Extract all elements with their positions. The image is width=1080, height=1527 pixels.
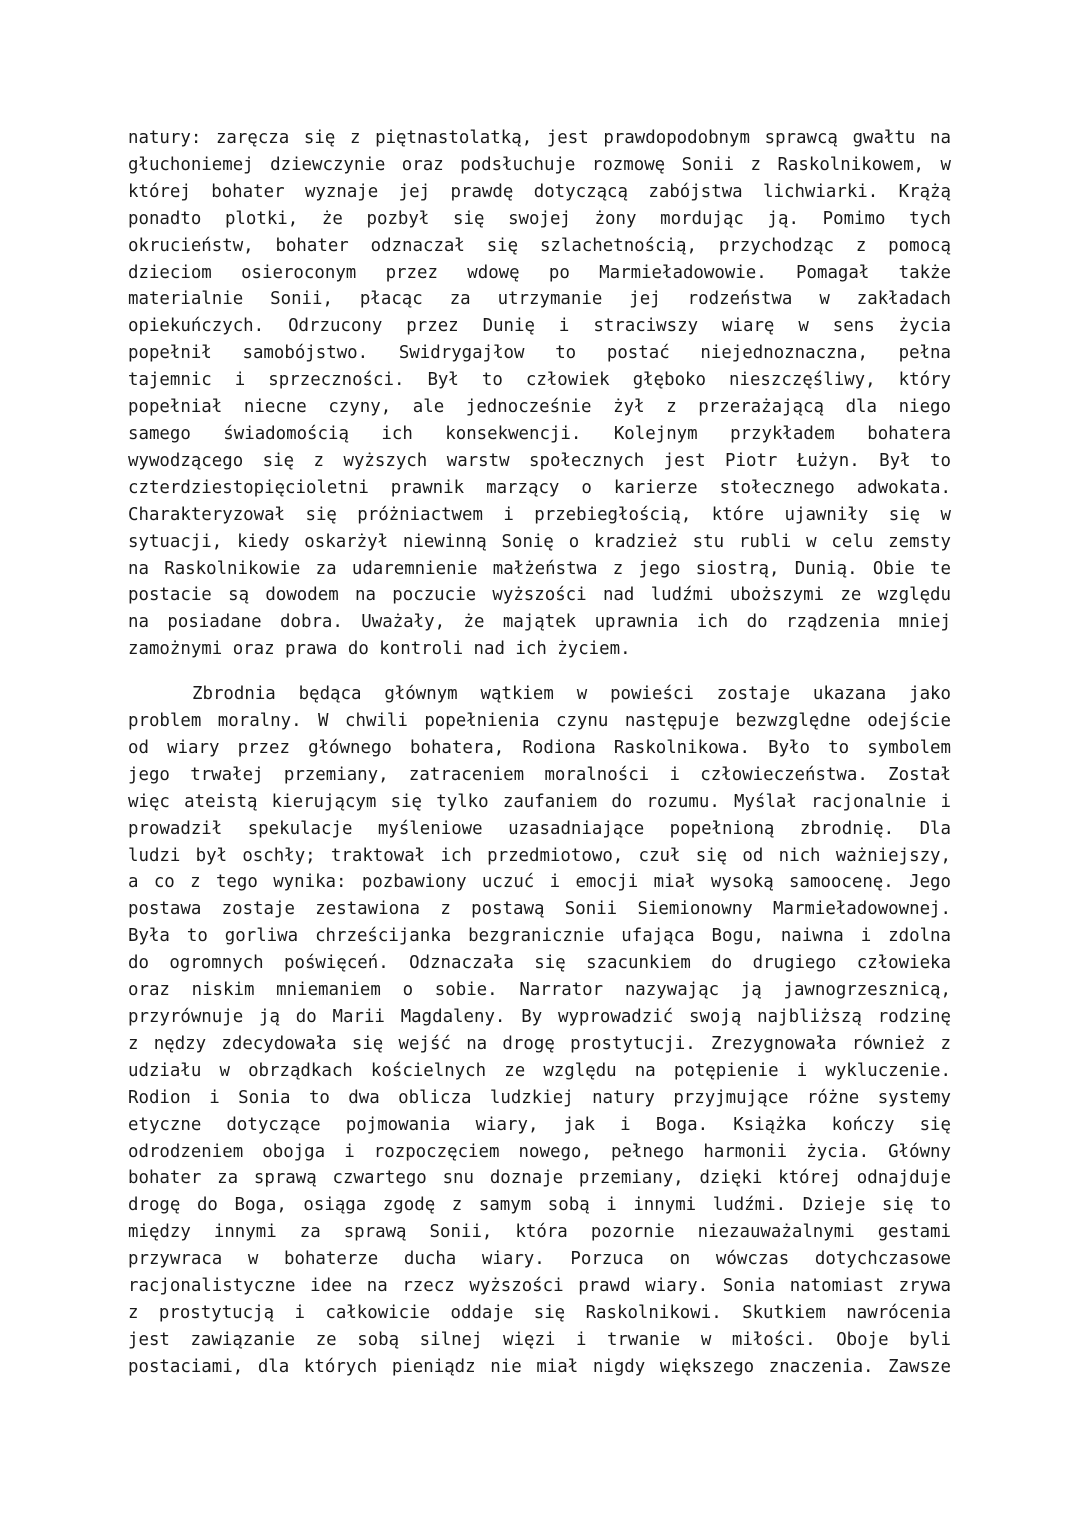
text-line: więc ateistą kierującym się tylko zaufaniem do rozumu. Myślał racjonalnie i [128, 791, 951, 812]
text-line: samego świadomością ich konsekwencji. Kolejnym przykładem bohatera [128, 423, 951, 444]
text-line: sytuacji, kiedy oskarżył niewinną Sonię o kradzież stu rubli w celu zemsty [128, 531, 951, 552]
text-line: głuchoniemej dziewczynie oraz podsłuchuje rozmowę Sonii z Raskolnikowem, w [128, 154, 951, 175]
text-line: przyrównuje ją do Marii Magdaleny. By wyprowadzić swoją najbliższą rodzinę [128, 1007, 951, 1027]
text-line: postaciami, dla których pieniądz nie miał nigdy większego znaczenia. Zawsze [128, 1356, 951, 1377]
text-line: ponadto plotki, że pozbył się swojej żony mordując ją. Pomimo tych [128, 208, 951, 229]
text-line: jest zawiązanie ze sobą silnej więzi i trwanie w miłości. Oboje byli [128, 1329, 951, 1350]
text-line: wywodzącego się z wyższych warstw społecznych jest Piotr Łużyn. Był to [128, 450, 951, 471]
text-line: na Raskolnikowie za udaremnienie małżeństwa z jego siostrą, Dunią. Obie te [128, 558, 951, 579]
text-line: czterdziestopięcioletni prawnik marzący o karierze stołecznego adwokata. [128, 477, 951, 498]
text-line: etyczne dotyczące pojmowania wiary, jak i Boga. Książka kończy się [128, 1114, 951, 1135]
text-line: postawa zostaje zestawiona z postawą Sonii Siemionowny Marmieładowownej. [128, 899, 951, 920]
text-line: do ogromnych poświęceń. Odznaczała się szacunkiem do drugiego człowieka [128, 953, 951, 974]
text-line: z nędzy zdecydowała się wejść na drogę prostytucji. Zrezygnowała również z [128, 1033, 951, 1054]
text-line: materialnie Sonii, płacąc za utrzymanie jej rodzeństwa w zakładach [128, 289, 951, 310]
text-line: przywraca w bohaterze ducha wiary. Porzuca on wówczas dotychczasowe [128, 1249, 951, 1270]
text-line: opiekuńczych. Odrzucony przez Dunię i straciwszy wiarę w sens życia [128, 316, 951, 337]
text-line: zamożnymi oraz prawa do kontroli nad ich życiem. [128, 639, 631, 660]
paragraph-1 [128, 125, 951, 663]
text-line: między innymi za sprawą Sonii, która pozornie niezauważalnymi gestami [128, 1222, 951, 1243]
document-page [128, 125, 951, 1381]
text-line: popełnił samobójstwo. Swidrygajłow to postać niejednoznaczna, pełna [128, 343, 951, 364]
text-line: prowadził spekulacje myśleniowe uzasadniające popełnioną zbrodnię. Dla [128, 818, 951, 839]
text-line: Była to gorliwa chrześcijanka bezgranicznie ufająca Bogu, naiwna i zdolna [128, 926, 951, 947]
text-line: tajemnic i sprzeczności. Był to człowiek głęboko nieszczęśliwy, który [128, 370, 951, 391]
text-line: popełniał niecne czyny, ale jednocześnie żył z przerażającą dla niego [128, 397, 951, 418]
text-line: odrodzeniem obojga i rozpoczęciem nowego, pełnego harmonii życia. Główny [128, 1141, 951, 1162]
text-line: z prostytucją i całkowicie oddaje się Raskolnikowi. Skutkiem nawrócenia [128, 1302, 951, 1323]
text-line: a co z tego wynika: pozbawiony uczuć i emocji miał wysoką samoocenę. Jego [128, 872, 951, 893]
text-line: udziału w obrządkach kościelnych ze względu na potępienie i wykluczenie. [128, 1060, 951, 1081]
text-line: od wiary przez głównego bohatera, Rodiona Raskolnikowa. Było to symbolem [128, 737, 951, 758]
text-line: postacie są dowodem na poczucie wyższości nad ludźmi uboższymi ze względu [128, 585, 951, 606]
text-line: jego trwałej przemiany, zatraceniem moralności i człowieczeństwa. Został [128, 764, 951, 785]
text-line: drogę do Boga, osiąga zgodę z samym sobą i innymi ludźmi. Dzieje się to [128, 1195, 951, 1216]
text-line: Charakteryzował się próżniactwem i przebiegłością, które ujawniły się w [128, 504, 951, 525]
text-line: problem moralny. W chwili popełnienia czynu następuje bezwzględne odejście [128, 711, 951, 732]
paragraph-2 [128, 681, 951, 1381]
text-line: okrucieństw, bohater odznaczał się szlachetnością, przychodząc z pomocą [128, 235, 951, 256]
text-line: racjonalistyczne idee na rzecz wyższości prawd wiary. Sonia natomiast zrywa [128, 1276, 951, 1297]
text-line: ludzi był oschły; traktował ich przedmiotowo, czuł się od nich ważniejszy, [128, 845, 951, 866]
text-line: której bohater wyznaje jej prawdę dotyczącą zabójstwa lichwiarki. Krążą [128, 181, 951, 202]
text-line: natury: zaręcza się z piętnastolatką, jest prawdopodobnym sprawcą gwałtu na [128, 128, 951, 148]
text-line: Rodion i Sonia to dwa oblicza ludzkiej natury przyjmujące różne systemy [128, 1087, 951, 1108]
text-line: bohater za sprawą czwartego snu doznaje przemiany, dzięki której odnajduje [128, 1168, 951, 1189]
text-line: na posiadane dobra. Uważały, że majątek uprawnia ich do rządzenia mniej [128, 612, 951, 633]
text-line: oraz niskim mniemaniem o sobie. Narrator nazywając ją jawnogrzesznicą, [128, 980, 951, 1001]
text-line: dzieciom osieroconym przez wdowę po Marmieładowowie. Pomagał także [128, 262, 951, 283]
text-line: Zbrodnia będąca głównym wątkiem w powieści zostaje ukazana jako [192, 684, 951, 705]
